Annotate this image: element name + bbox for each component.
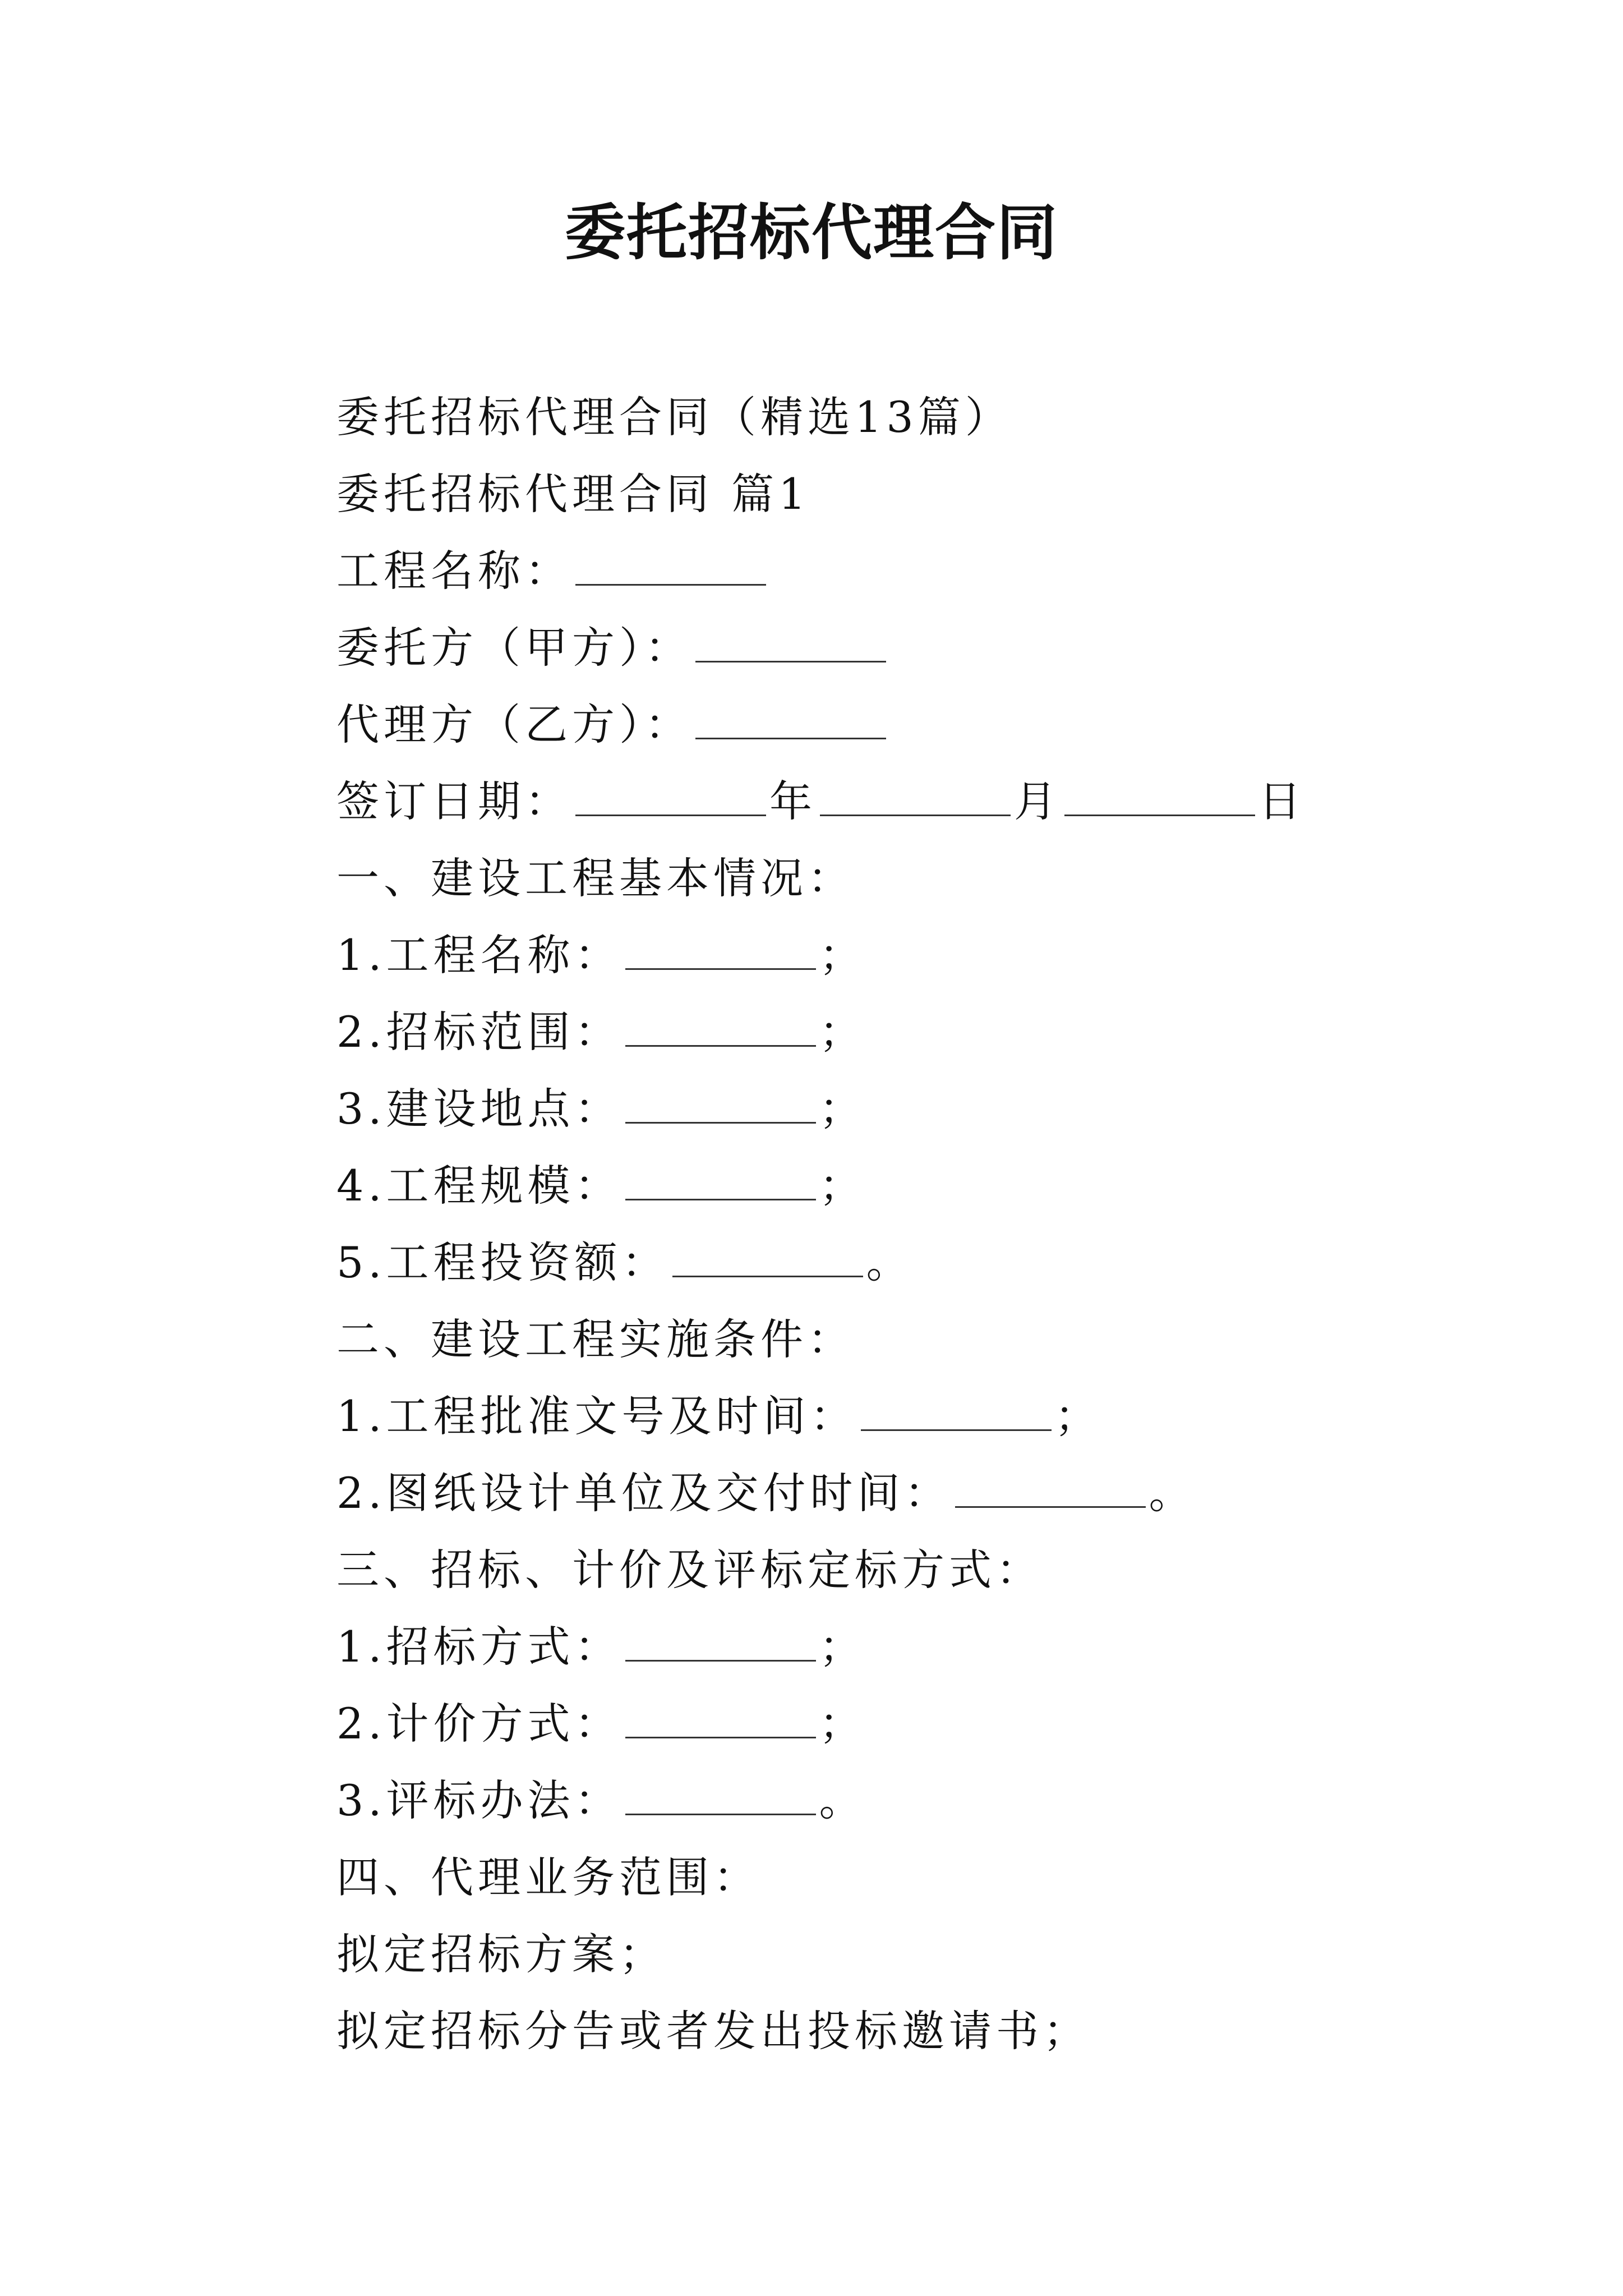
line-text: 委托招标代理合同 篇1 (336, 469, 810, 519)
line-text: 5.工程投资额： (336, 1237, 669, 1287)
line-text: 三、招标、计价及评标定标方式： (336, 1545, 1043, 1595)
line-text: ； (819, 1161, 866, 1211)
line-text: ； (819, 1084, 866, 1134)
text-line (336, 532, 1458, 609)
fill-in-blank (625, 1780, 816, 1815)
text-line (336, 1685, 1458, 1762)
line-text: 委托方（甲方）： (336, 623, 692, 673)
fill-in-blank (695, 627, 886, 662)
line-text: 3.评标办法： (336, 1775, 622, 1825)
text-line (336, 686, 1458, 763)
document-body (336, 379, 1458, 2069)
fill-in-blank (1064, 781, 1255, 816)
text-line (336, 840, 1458, 917)
fill-in-blank (820, 781, 1011, 816)
line-text: 。 (866, 1237, 914, 1287)
fill-in-blank (575, 550, 766, 586)
text-line (336, 1762, 1458, 1839)
text-line (336, 1455, 1458, 1531)
line-text: 委托招标代理合同（精选13篇） (336, 392, 1012, 442)
line-text: 拟定招标方案； (336, 1929, 666, 1979)
fill-in-blank (625, 1165, 816, 1200)
line-text: 1.工程名称： (336, 930, 622, 980)
line-text: 1.招标方式： (336, 1622, 622, 1672)
line-text: 工程名称： (336, 546, 572, 596)
fill-in-blank (955, 1473, 1146, 1508)
text-line (336, 455, 1458, 532)
text-line (336, 993, 1458, 1070)
fill-in-blank (625, 1703, 816, 1738)
fill-in-blank (625, 935, 816, 970)
text-line (336, 1993, 1458, 2069)
line-text: 2.招标范围： (336, 1007, 622, 1057)
line-text: 签订日期： (336, 776, 572, 826)
text-line (336, 1916, 1458, 1993)
line-text: 。 (819, 1775, 866, 1825)
text-line (336, 1224, 1458, 1301)
text-line (336, 609, 1458, 686)
text-line (336, 1531, 1458, 1608)
line-text: 4.工程规模： (336, 1161, 622, 1211)
line-text: ； (819, 1622, 866, 1672)
line-text: 1.工程批准文号及时间： (336, 1391, 857, 1441)
line-text: 3.建设地点： (336, 1084, 622, 1134)
fill-in-blank (625, 1088, 816, 1124)
document-title: 委托招标代理合同 (564, 197, 1058, 268)
line-text: 一、建设工程基本情况： (336, 853, 855, 903)
text-line (336, 1378, 1458, 1455)
line-text: 2.图纸设计单位及交付时间： (336, 1468, 952, 1518)
fill-in-blank (575, 781, 766, 816)
line-text: ； (819, 1007, 866, 1057)
line-text: 代理方（乙方）： (336, 700, 692, 749)
line-text: 二、建设工程实施条件： (336, 1314, 855, 1364)
fill-in-blank (625, 1626, 816, 1662)
line-text: 拟定招标分告或者发出投标邀请书； (336, 2006, 1090, 2056)
text-line (336, 763, 1458, 840)
line-text: 2.计价方式： (336, 1699, 622, 1749)
line-text: 。 (1149, 1468, 1196, 1518)
fill-in-blank (695, 704, 886, 739)
text-line (336, 1147, 1458, 1224)
line-text: ； (819, 1699, 866, 1749)
line-text: ； (819, 930, 866, 980)
text-line (336, 379, 1458, 455)
fill-in-blank (672, 1242, 863, 1277)
text-line (336, 1301, 1458, 1378)
line-text: 四、代理业务范围： (336, 1852, 760, 1902)
text-line (336, 1070, 1458, 1147)
text-line (336, 917, 1458, 993)
text-line (336, 1608, 1458, 1685)
line-text: 日 (1258, 776, 1306, 826)
text-line (336, 1839, 1458, 1916)
line-text: ； (1054, 1391, 1102, 1441)
line-text: 月 (1014, 776, 1061, 826)
line-text: 年 (769, 776, 817, 826)
fill-in-blank (625, 1011, 816, 1047)
fill-in-blank (861, 1396, 1052, 1431)
